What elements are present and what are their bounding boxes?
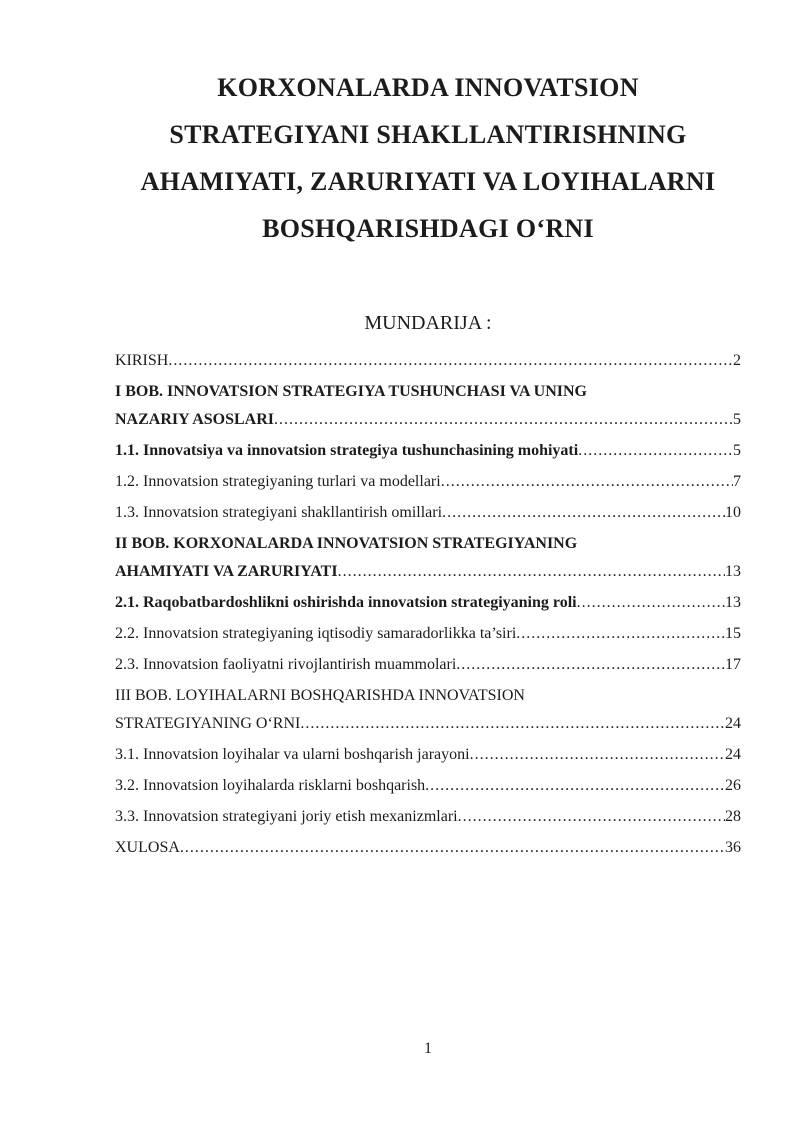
toc-page-number: 24 [725,715,741,732]
toc-page-number: 36 [725,839,741,856]
toc-page-number: 17 [725,656,741,673]
toc-entry[interactable] [115,620,741,648]
dot-leader [578,437,733,465]
toc-entry[interactable] [115,347,741,375]
document-title-line: AHAMIYATI, ZARURIYATI VA LOYIHALARNI [140,167,716,196]
toc-entry[interactable] [115,803,741,831]
toc-page-number: 24 [725,746,741,763]
toc-page-number: 7 [733,473,741,490]
toc-entry[interactable] [115,530,741,586]
toc-entry-label: AHAMIYATI VA ZARURIYATI [115,563,338,580]
toc-entry-label: 1.3. Innovatsion strategiyani shakllantirish omillari [115,504,443,521]
toc-entry-label: III BOB. LOYIHALARNI BOSHQARISHDA INNOVATSION [115,687,525,704]
toc-entry-label: I BOB. INNOVATSION STRATEGIYA TUSHUNCHASI VA UNING [115,383,587,400]
toc-page-number: 5 [733,411,741,428]
toc-page-number: 10 [725,504,741,521]
toc-entry-label: II BOB. KORXONALARDA INNOVATSION STRATEGIYANING [115,535,578,552]
toc-page-number: 5 [733,442,741,459]
dot-leader [442,499,725,527]
toc-page-number: 2 [733,352,741,369]
toc-entry[interactable] [115,437,741,465]
toc-entry-label: 3.1. Innovatsion loyihalar va ularni boshqarish jarayoni [115,746,470,763]
toc-entry-label: NAZARIY ASOSLARI [115,411,274,428]
toc-page-number: 28 [725,808,741,825]
toc-entry-label: STRATEGIYANING O‘RNI [115,715,301,732]
toc-entry-label: 1.1. Innovatsiya va innovatsion strategiya tushunchasining mohiyati [115,442,579,459]
toc-entry-label: 2.2. Innovatsion strategiyaning iqtisodiy samaradorlikka ta’siri [115,625,517,642]
toc-entries [115,347,741,862]
document-title [115,64,741,252]
dot-leader [425,772,725,800]
footer-page-number: 1 [424,1040,432,1057]
toc-entry-label: 3.2. Innovatsion loyihalarda risklarni boshqarish [115,777,426,794]
toc-page-number: 13 [725,563,741,580]
toc-entry-label: KIRISH [115,352,169,369]
dot-leader [300,710,725,738]
dot-leader [441,468,733,496]
document-title-line: BOSHQARISHDAGI O‘RNI [262,214,594,243]
toc-entry[interactable] [115,741,741,769]
toc-heading: MUNDARIJA : [364,312,492,334]
dot-leader [168,347,733,375]
toc-entry[interactable] [115,834,741,862]
dot-leader [577,589,725,617]
toc-entry[interactable] [115,589,741,617]
toc-entry-label: 1.2. Innovatsion strategiyaning turlari va modellari [115,473,441,490]
toc-page-number: 15 [725,625,741,642]
dot-leader [274,406,733,434]
toc-entry-label: 3.3. Innovatsion strategiyani joriy etish mexanizmlari [115,808,458,825]
toc-entry[interactable] [115,378,741,434]
toc-entry[interactable] [115,499,741,527]
toc-entry[interactable] [115,651,741,679]
toc-entry-label: XULOSA [115,839,180,856]
toc-page-number: 13 [725,594,741,611]
dot-leader [458,803,725,831]
dot-leader [456,651,725,679]
toc-entry[interactable] [115,772,741,800]
document-title-line: KORXONALARDA INNOVATSION [217,73,639,102]
toc-entry-label: 2.1. Raqobatbardoshlikni oshirishda innovatsion strategiyaning roli [115,594,577,611]
toc-entry[interactable] [115,468,741,496]
dot-leader [470,741,725,769]
toc-entry-label: 2.3. Innovatsion faoliyatni rivojlantirish muammolari [115,656,457,673]
dot-leader [180,834,725,862]
dot-leader [338,558,725,586]
document-title-line: STRATEGIYANI SHAKLLANTIRISHNING [169,120,687,149]
dot-leader [516,620,725,648]
toc-page-number: 26 [725,777,741,794]
toc-entry[interactable] [115,682,741,738]
